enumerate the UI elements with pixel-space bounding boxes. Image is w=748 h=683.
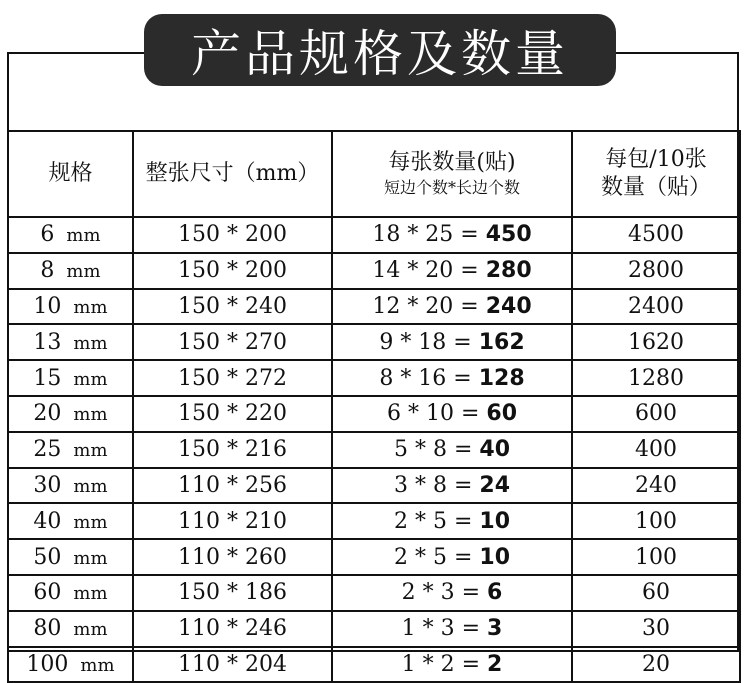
header-pack-line1: 每包/10张 [605, 147, 707, 172]
spec-value: 50 [33, 544, 62, 570]
spec-cell [8, 360, 133, 396]
size-cell: 150 * 220 [133, 396, 332, 432]
spec-value: 8 [40, 258, 55, 284]
pack-cell: 2800 [572, 253, 740, 289]
spec-cell [8, 539, 133, 575]
spec-unit: mm [66, 225, 101, 247]
header-pack-line2: 数量（贴） [600, 175, 711, 200]
pack-cell: 100 [572, 539, 740, 575]
spec-value: 25 [33, 437, 62, 463]
pack-cell: 240 [572, 468, 740, 504]
size-cell: 110 * 210 [133, 503, 332, 539]
spec-value: 40 [33, 508, 62, 534]
spec-table [7, 130, 741, 683]
table-row [8, 539, 740, 575]
spec-value: 6 [40, 222, 55, 248]
spec-value: 13 [33, 329, 62, 355]
qty-total: 10 [479, 508, 511, 534]
qty-total: 24 [479, 472, 511, 498]
qty-cell [332, 432, 572, 468]
qty-expression: 2 * 3 = [401, 580, 481, 606]
spec-cell [8, 217, 133, 253]
qty-expression: 6 * 10 = [386, 401, 480, 427]
qty-cell [332, 575, 572, 611]
spec-cell [8, 289, 133, 325]
qty-total: 450 [485, 222, 532, 248]
pack-cell: 1620 [572, 324, 740, 360]
size-cell: 150 * 186 [133, 575, 332, 611]
qty-cell [332, 396, 572, 432]
pack-cell: 2400 [572, 289, 740, 325]
spec-cell [8, 324, 133, 360]
pack-cell: 1280 [572, 360, 740, 396]
qty-cell [332, 360, 572, 396]
qty-total: 60 [486, 401, 518, 427]
table-row [8, 432, 740, 468]
spec-unit: mm [73, 404, 108, 426]
spec-value: 60 [33, 580, 62, 606]
table-row [8, 324, 740, 360]
qty-expression: 9 * 18 = [379, 329, 472, 355]
qty-expression: 5 * 8 = [393, 437, 473, 463]
header-row [8, 131, 740, 217]
qty-cell [332, 539, 572, 575]
qty-expression: 12 * 20 = [372, 293, 479, 319]
spec-value: 100 [26, 651, 69, 677]
qty-total: 2 [487, 651, 503, 677]
qty-total: 240 [485, 293, 532, 319]
pack-cell: 600 [572, 396, 740, 432]
qty-total: 3 [487, 616, 503, 642]
spec-cell [8, 647, 133, 683]
qty-cell [332, 324, 572, 360]
table-row [8, 217, 740, 253]
qty-total: 162 [478, 329, 525, 355]
table-row [8, 575, 740, 611]
qty-expression: 8 * 16 = [379, 365, 472, 391]
qty-expression: 18 * 25 = [372, 222, 479, 248]
spec-cell [8, 468, 133, 504]
size-cell: 110 * 246 [133, 611, 332, 647]
header-pack [572, 131, 740, 217]
size-cell: 150 * 200 [133, 217, 332, 253]
spec-unit: mm [73, 332, 108, 354]
pack-cell: 20 [572, 647, 740, 683]
table-row [8, 289, 740, 325]
spec-value: 80 [33, 616, 62, 642]
spec-unit: mm [73, 583, 108, 605]
spec-value: 30 [33, 472, 62, 498]
spec-unit: mm [66, 261, 101, 283]
header-qty [332, 131, 572, 217]
qty-expression: 1 * 2 = [401, 651, 481, 677]
table-row [8, 647, 740, 683]
spec-value: 15 [33, 365, 62, 391]
qty-cell [332, 289, 572, 325]
qty-expression: 2 * 5 = [393, 544, 473, 570]
spec-unit: mm [73, 296, 108, 318]
qty-cell [332, 468, 572, 504]
header-size: 整张尺寸（mm） [133, 131, 332, 217]
header-spec: 规格 [8, 131, 133, 217]
spec-cell [8, 611, 133, 647]
spec-cell [8, 253, 133, 289]
table-row [8, 468, 740, 504]
page-title: 产品规格及数量 [144, 14, 616, 86]
size-cell: 150 * 216 [133, 432, 332, 468]
table-row [8, 503, 740, 539]
qty-expression: 14 * 20 = [372, 258, 479, 284]
qty-cell [332, 647, 572, 683]
size-cell: 110 * 256 [133, 468, 332, 504]
spec-unit: mm [73, 440, 108, 462]
size-cell: 150 * 272 [133, 360, 332, 396]
qty-expression: 1 * 3 = [401, 616, 481, 642]
size-cell: 150 * 200 [133, 253, 332, 289]
pack-cell: 60 [572, 575, 740, 611]
table-row [8, 360, 740, 396]
qty-total: 280 [485, 258, 532, 284]
spec-cell [8, 432, 133, 468]
spec-value: 20 [33, 401, 62, 427]
header-qty-main: 每张数量(贴) [388, 150, 516, 175]
qty-cell [332, 611, 572, 647]
size-cell: 150 * 270 [133, 324, 332, 360]
pack-cell: 100 [572, 503, 740, 539]
qty-total: 10 [479, 544, 511, 570]
spec-unit: mm [80, 654, 115, 676]
table-row [8, 253, 740, 289]
qty-cell [332, 503, 572, 539]
qty-expression: 3 * 8 = [393, 472, 473, 498]
size-cell: 110 * 260 [133, 539, 332, 575]
spec-unit: mm [73, 619, 108, 641]
header-qty-sub: 短边个数*长边个数 [383, 178, 520, 197]
table-row [8, 611, 740, 647]
spec-unit: mm [73, 475, 108, 497]
qty-expression: 2 * 5 = [393, 508, 473, 534]
qty-total: 40 [479, 437, 511, 463]
pack-cell: 400 [572, 432, 740, 468]
spec-cell [8, 575, 133, 611]
qty-total: 128 [478, 365, 525, 391]
qty-cell [332, 253, 572, 289]
pack-cell: 30 [572, 611, 740, 647]
spec-cell [8, 503, 133, 539]
table-row [8, 396, 740, 432]
spec-value: 10 [33, 293, 62, 319]
spec-unit: mm [73, 511, 108, 533]
qty-cell [332, 217, 572, 253]
size-cell: 110 * 204 [133, 647, 332, 683]
spec-cell [8, 396, 133, 432]
spec-unit: mm [73, 547, 108, 569]
size-cell: 150 * 240 [133, 289, 332, 325]
qty-total: 6 [487, 580, 503, 606]
pack-cell: 4500 [572, 217, 740, 253]
spec-unit: mm [73, 368, 108, 390]
